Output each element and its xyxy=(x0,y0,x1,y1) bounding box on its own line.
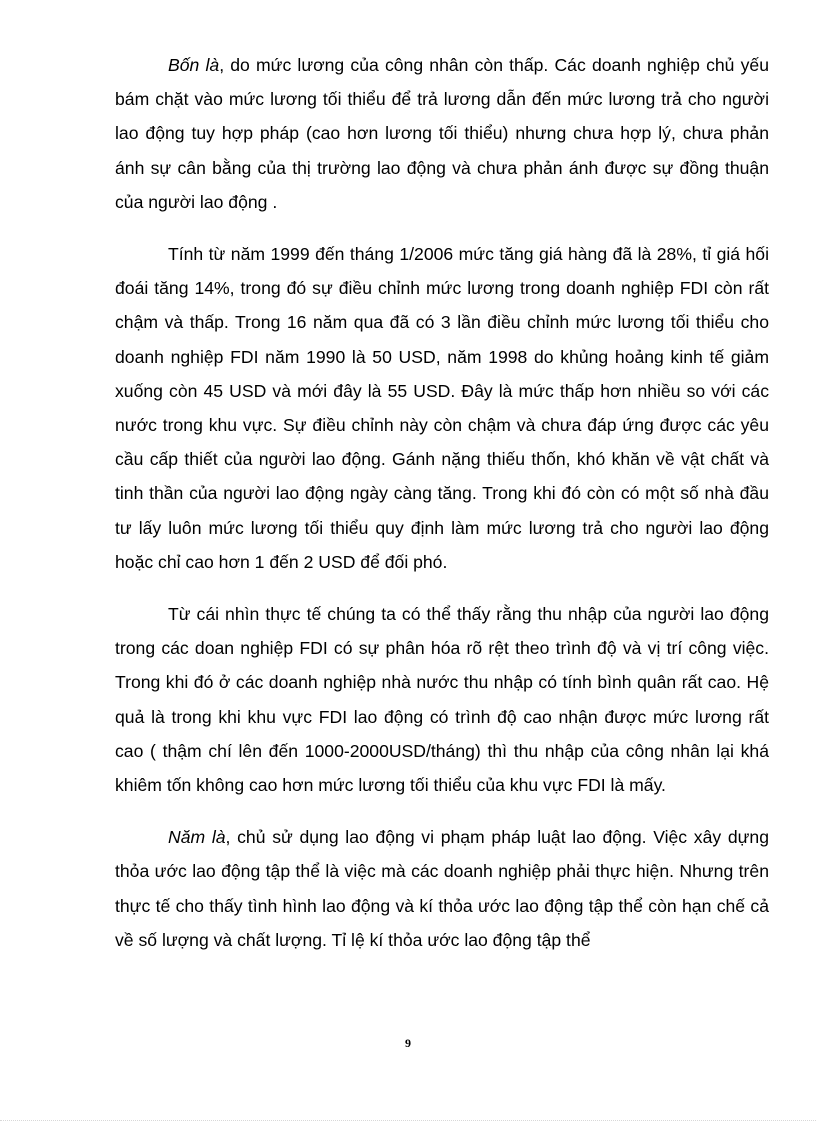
page-number: 9 xyxy=(405,1036,411,1050)
paragraph-lead: Bốn là xyxy=(168,55,220,75)
paragraph-income-differentiation xyxy=(115,597,769,802)
paragraph-nam-la xyxy=(115,820,769,957)
paragraph-text: , chủ sử dụng lao động vi phạm pháp luật lao động. Việc xây dựng thỏa ước lao động tập thể là việc mà các doanh nghiệp phải thực hiện. Nhưng trên thực tế cho thấy tình hình lao động và kí thỏa ước lao động tập thể còn hạn chế cả về số lượng và chất lượng. Tỉ lệ kí thỏa ước lao động tập thể xyxy=(115,827,769,950)
paragraph-wage-adjustment xyxy=(115,237,769,579)
paragraph-text: Tính từ năm 1999 đến tháng 1/2006 mức tăng giá hàng đã là 28%, tỉ giá hối đoái tăng 14%, trong đó sự điều chỉnh mức lương trong doanh nghiệp FDI còn rất chậm và thấp. Trong 16 năm qua đã có 3 lần điều chỉnh mức lương tối thiểu cho doanh nghiệp FDI năm 1990 là 50 USD, năm 1998 do khủng hoảng kinh tế giảm xuống còn 45 USD và mới đây là 55 USD. Đây là mức thấp hơn nhiều so với các nước trong khu vực. Sự điều chỉnh này còn chậm và chưa đáp ứng được các yêu cầu cấp thiết của người lao động. Gánh nặng thiếu thốn, khó khăn về vật chất và tinh thần của người lao động ngày càng tăng. Trong khi đó còn có một số nhà đầu tư lấy luôn mức lương tối thiểu quy định làm mức lương trả cho người lao động hoặc chỉ cao hơn 1 đến 2 USD để đối phó. xyxy=(115,244,769,572)
body-text xyxy=(115,48,769,975)
paragraph-lead: Năm là xyxy=(168,827,226,848)
paragraph-text: Từ cái nhìn thực tế chúng ta có thể thấy rằng thu nhập của người lao động trong các doan nghiệp FDI có sự phân hóa rõ rệt theo trình độ và vị trí công việc. Trong khi đó ở các doanh nghiệp nhà nước thu nhập có tính bình quân rất cao. Hệ quả là trong khi khu vực FDI lao động có trình độ cao nhận được mức lương rất cao ( thậm chí lên đến 1000-2000USD/tháng) thì thu nhập của công nhân lại khá khiêm tốn không cao hơn mức lương tối thiểu của khu vực FDI là mấy. xyxy=(115,604,769,796)
paragraph-text: , do mức lương của công nhân còn thấp. Các doanh nghiệp chủ yếu bám chặt vào mức lương tối thiểu để trả lương dẫn đến mức lương trả cho người lao động tuy hợp pháp (cao hơn lương tối thiểu) nhưng chưa hợp lý, chưa phản ánh sự cân bằng của thị trường lao động và chưa phản ánh được sự đồng thuận của người lao động . xyxy=(115,55,769,212)
paragraph-bon-la xyxy=(115,48,769,219)
page-bottom-divider xyxy=(0,1120,816,1121)
